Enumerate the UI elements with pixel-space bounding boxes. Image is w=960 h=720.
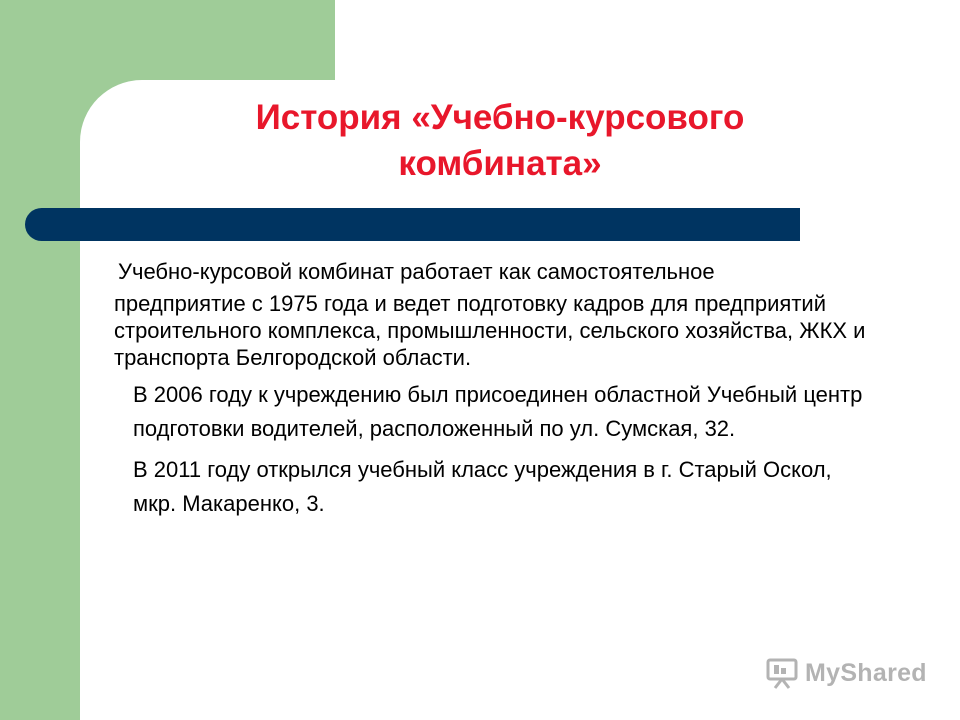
title-underline-bar <box>25 208 800 241</box>
paragraph-history-lead: Учебно-курсовой комбинат работает как самостоятельное <box>118 259 715 284</box>
presentation-board-icon <box>765 656 799 690</box>
watermark-text: MyShared <box>805 658 927 687</box>
paragraph-2006: В 2006 году к учреждению был присоединен областной Учебный центр подготовки водителей, расположенный по ул. Сумская, 32. <box>133 382 863 441</box>
paragraph-2011: В 2011 году открылся учебный класс учреждения в г. Старый Оскол, мкр. Макаренко, 3. <box>133 457 832 516</box>
slide-body <box>98 258 878 521</box>
slide-title: История «Учебно-курсового комбината» <box>255 98 745 183</box>
paragraph-history <box>98 258 878 371</box>
myshared-watermark <box>765 655 927 691</box>
paragraph-history-rest: предприятие с 1975 года и ведет подготовку кадров для предприятий строительного комплекса, промышленности, сельского хозяйства, ЖКХ и транспорта Белгородской области. <box>114 291 866 370</box>
